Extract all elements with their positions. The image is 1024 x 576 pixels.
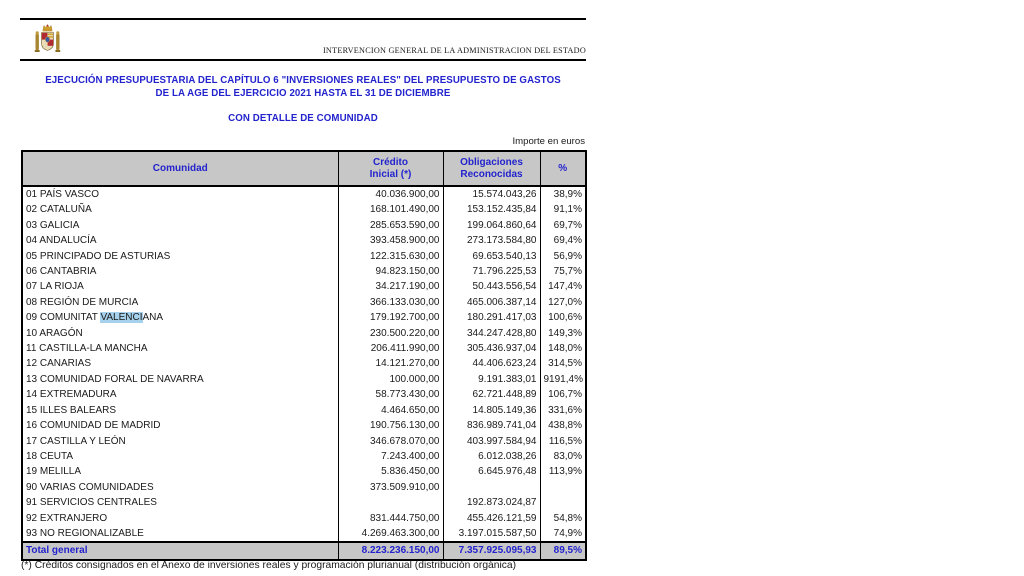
comunidad-cell: 17 CASTILLA Y LEÓN — [26, 435, 126, 447]
document-page — [20, 0, 586, 576]
comunidad-cell: 05 PRINCIPADO DE ASTURIAS — [26, 250, 171, 262]
pct-cell: 147,4% — [540, 279, 586, 294]
obligaciones-cell: 44.406.623,24 — [443, 356, 540, 371]
pct-cell: 38,9% — [540, 186, 586, 202]
credito-cell: 5.836.450,00 — [338, 464, 443, 479]
table-row — [22, 233, 586, 248]
credito-cell: 179.192.700,00 — [338, 310, 443, 325]
pct-cell: 83,0% — [540, 449, 586, 464]
table-row — [22, 418, 586, 433]
table-row — [22, 295, 586, 310]
comunidad-cell: 03 GALICIA — [26, 219, 80, 231]
pct-cell: 106,7% — [540, 387, 586, 402]
table-body — [22, 186, 586, 542]
pct-cell: 69,7% — [540, 218, 586, 233]
search-highlight: VALENCI — [100, 312, 143, 324]
comunidad-cell: 16 COMUNIDAD DE MADRID — [26, 420, 161, 432]
comunidad-cell: 11 CASTILLA-LA MANCHA — [26, 343, 148, 355]
table-row — [22, 310, 586, 325]
obligaciones-cell — [443, 480, 540, 495]
comunidad-cell: 06 CANTABRIA — [26, 266, 97, 278]
table-row — [22, 526, 586, 542]
obligaciones-cell: 15.574.043,26 — [443, 186, 540, 202]
obligaciones-cell: 153.152.435,84 — [443, 202, 540, 217]
pct-cell: 331,6% — [540, 403, 586, 418]
credito-cell: 7.243.400,00 — [338, 449, 443, 464]
table-row — [22, 449, 586, 464]
comunidad-cell: 08 REGIÓN DE MURCIA — [26, 296, 139, 308]
credito-cell: 58.773.430,00 — [338, 387, 443, 402]
obligaciones-cell: 403.997.584,94 — [443, 434, 540, 449]
obligaciones-cell: 14.805.149,36 — [443, 403, 540, 418]
pct-cell: 74,9% — [540, 526, 586, 542]
obligaciones-cell: 6.645.976,48 — [443, 464, 540, 479]
comunidad-cell: 04 ANDALUCÍA — [26, 235, 97, 247]
total-credito-cell: 8.223.236.150,00 — [338, 542, 443, 560]
total-pct-cell: 89,5% — [540, 542, 586, 560]
credito-cell: 366.133.030,00 — [338, 295, 443, 310]
comunidad-cell: 92 EXTRANJERO — [26, 512, 108, 524]
table-row — [22, 372, 586, 387]
footnote: (*) Créditos consignados en el Anexo de inversiones reales y programación plurianual (distribución orgánica) — [21, 560, 517, 571]
units-note: Importe en euros — [512, 136, 585, 147]
pct-cell: 149,3% — [540, 326, 586, 341]
credito-cell: 4.269.463.300,00 — [338, 526, 443, 542]
credito-cell — [338, 495, 443, 510]
pct-cell — [540, 480, 586, 495]
report-title-line2: DE LA AGE DEL EJERCICIO 2021 HASTA EL 31 DE DICIEMBRE — [155, 88, 451, 99]
pct-cell: 100,6% — [540, 310, 586, 325]
pct-cell — [540, 495, 586, 510]
obligaciones-cell: 465.006.387,14 — [443, 295, 540, 310]
obligaciones-cell: 9.191.383,01 — [443, 372, 540, 387]
credito-cell: 168.101.490,00 — [338, 202, 443, 217]
pct-cell: 91,1% — [540, 202, 586, 217]
credito-cell: 94.823.150,00 — [338, 264, 443, 279]
table-row — [22, 464, 586, 479]
credito-cell: 346.678.070,00 — [338, 434, 443, 449]
comunidad-cell: 14 EXTREMADURA — [26, 389, 117, 401]
obligaciones-cell: 192.873.024,87 — [443, 495, 540, 510]
credito-cell: 206.411.990,00 — [338, 341, 443, 356]
obligaciones-cell: 455.426.121,59 — [443, 511, 540, 526]
table-row — [22, 495, 586, 510]
table-row — [22, 341, 586, 356]
table-row — [22, 511, 586, 526]
comunidad-cell: 10 ARAGÓN — [26, 327, 83, 339]
report-subtitle: CON DETALLE DE COMUNIDAD — [228, 113, 378, 124]
table-row — [22, 279, 586, 294]
comunidad-cell: 02 CATALUÑA — [26, 204, 92, 216]
table-row — [22, 356, 586, 371]
comunidad-cell: 12 CANARIAS — [26, 358, 92, 370]
obligaciones-cell: 273.173.584,80 — [443, 233, 540, 248]
table-row — [22, 403, 586, 418]
pct-cell: 314,5% — [540, 356, 586, 371]
obligaciones-cell: 69.653.540,13 — [443, 249, 540, 264]
pct-cell: 75,7% — [540, 264, 586, 279]
pct-cell: 113,9% — [540, 464, 586, 479]
obligaciones-cell: 836.989.741,04 — [443, 418, 540, 433]
table-row — [22, 326, 586, 341]
agency-name: INTERVENCION GENERAL DE LA ADMINISTRACION DEL ESTADO — [322, 46, 586, 55]
obligaciones-cell: 62.721.448,89 — [443, 387, 540, 402]
obligaciones-cell: 180.291.417,03 — [443, 310, 540, 325]
pct-cell: 69,4% — [540, 233, 586, 248]
credito-cell: 285.653.590,00 — [338, 218, 443, 233]
comunidad-cell: 01 PAÍS VASCO — [26, 189, 99, 200]
pct-cell: 148,0% — [540, 341, 586, 356]
comunidad-cell: 18 CEUTA — [26, 450, 74, 462]
comunidad-cell: 93 NO REGIONALIZABLE — [26, 527, 144, 539]
obligaciones-cell: 50.443.556,54 — [443, 279, 540, 294]
table-row — [22, 186, 586, 202]
total-label-cell: Total general — [22, 542, 338, 560]
comunidad-cell: 90 VARIAS COMUNIDADES — [26, 481, 154, 493]
spain-coat-of-arms-icon — [34, 23, 61, 57]
credito-cell: 34.217.190,00 — [338, 279, 443, 294]
credito-cell: 393.458.900,00 — [338, 233, 443, 248]
pct-cell: 438,8% — [540, 418, 586, 433]
obligaciones-cell: 3.197.015.587,50 — [443, 526, 540, 542]
report-title-line1: EJECUCIÓN PRESUPUESTARIA DEL CAPÍTULO 6 "INVERSIONES REALES" DEL PRESUPUESTO DE GASTOS — [45, 75, 561, 86]
credito-cell: 40.036.900,00 — [338, 186, 443, 202]
credito-cell: 14.121.270,00 — [338, 356, 443, 371]
credito-cell: 100.000,00 — [338, 372, 443, 387]
pct-cell: 9191,4% — [540, 372, 586, 387]
credito-cell: 831.444.750,00 — [338, 511, 443, 526]
credito-cell: 230.500.220,00 — [338, 326, 443, 341]
comunidad-cell: 15 ILLES BALEARS — [26, 404, 117, 416]
comunidad-cell: 19 MELILLA — [26, 466, 82, 478]
table-row — [22, 249, 586, 264]
comunidad-cell: 13 COMUNIDAD FORAL DE NAVARRA — [26, 373, 204, 385]
header-rule-bottom — [20, 59, 586, 61]
obligaciones-cell: 199.064.860,64 — [443, 218, 540, 233]
table-row — [22, 387, 586, 402]
header-rule-top — [20, 18, 586, 20]
pct-cell: 54,8% — [540, 511, 586, 526]
budget-table — [21, 150, 587, 561]
column-header-obligaciones-reconocidas: Obligaciones Reconocidas — [443, 151, 540, 186]
pct-cell: 116,5% — [540, 434, 586, 449]
comunidad-cell: 07 LA RIOJA — [26, 281, 84, 293]
column-header-credito-inicial: Crédito Inicial (*) — [338, 151, 443, 186]
column-header-comunidad: Comunidad — [22, 151, 338, 186]
table-row — [22, 202, 586, 217]
credito-cell: 190.756.130,00 — [338, 418, 443, 433]
obligaciones-cell: 344.247.428,80 — [443, 326, 540, 341]
pct-cell: 56,9% — [540, 249, 586, 264]
total-obligaciones-cell: 7.357.925.095,93 — [443, 542, 540, 560]
comunidad-cell: 09 COMUNITAT VALENCIANA — [26, 312, 164, 324]
credito-cell: 4.464.650,00 — [338, 403, 443, 418]
credito-cell: 373.509.910,00 — [338, 480, 443, 495]
obligaciones-cell: 305.436.937,04 — [443, 341, 540, 356]
column-header-percent: % — [540, 151, 586, 186]
table-row — [22, 434, 586, 449]
obligaciones-cell: 6.012.038,26 — [443, 449, 540, 464]
obligaciones-cell: 71.796.225,53 — [443, 264, 540, 279]
table-row — [22, 264, 586, 279]
table-row — [22, 218, 586, 233]
total-row — [22, 542, 586, 560]
table-row — [22, 480, 586, 495]
table-header — [22, 151, 586, 186]
credito-cell: 122.315.630,00 — [338, 249, 443, 264]
comunidad-cell: 91 SERVICIOS CENTRALES — [26, 497, 157, 509]
pct-cell: 127,0% — [540, 295, 586, 310]
